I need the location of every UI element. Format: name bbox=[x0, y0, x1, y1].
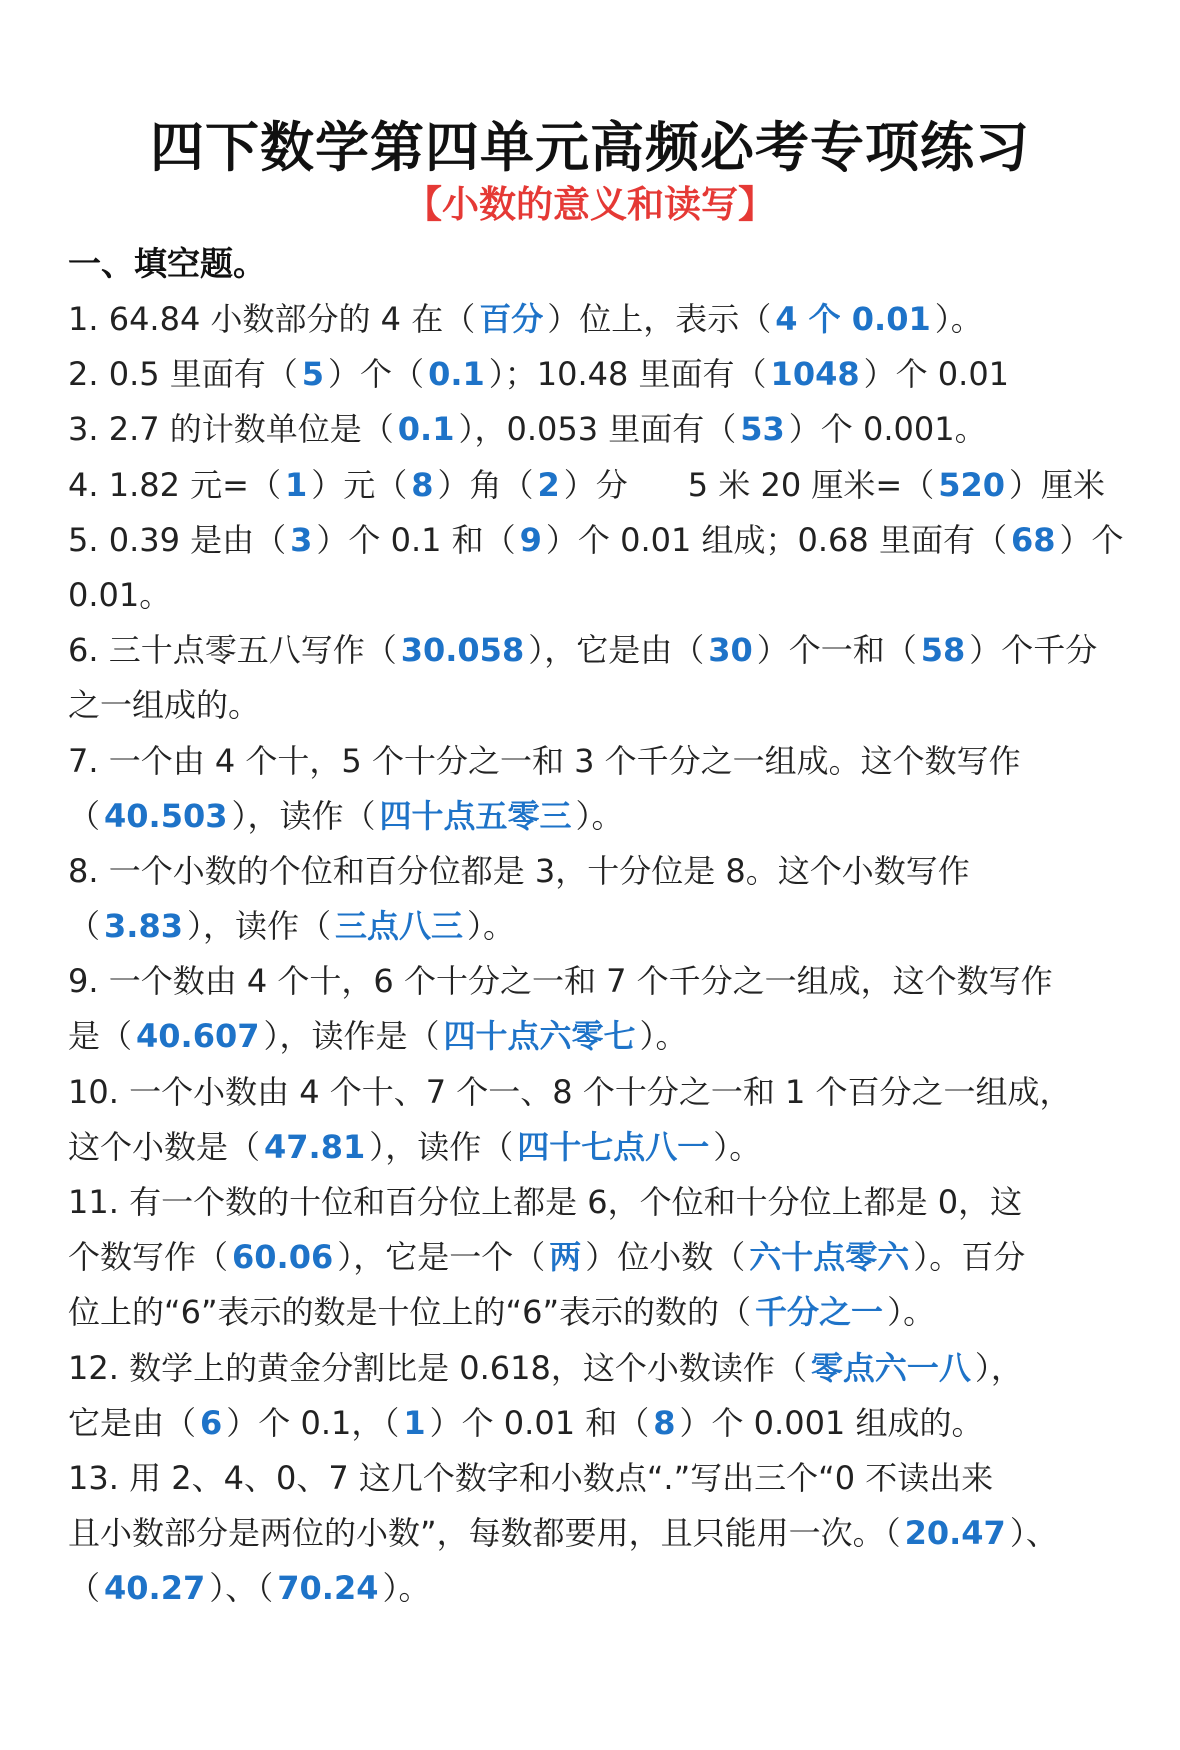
question-text: ）个 0.01 组成；0.68 里面有（ bbox=[545, 520, 1007, 559]
question-line bbox=[68, 1341, 1118, 1396]
question-text: ）分 bbox=[563, 465, 628, 504]
question-line bbox=[68, 292, 1118, 347]
question-text: 1. 64.84 小数部分的 4 在（ bbox=[68, 300, 476, 338]
question-line bbox=[68, 458, 1118, 513]
answer-text: 60.06 bbox=[232, 1238, 334, 1277]
answer-text: 53 bbox=[740, 410, 785, 449]
question-line bbox=[68, 1120, 1118, 1175]
question-text: ）。 bbox=[887, 1293, 936, 1332]
question-text: 5 米 20 厘米=（ bbox=[687, 465, 935, 504]
answer-text: 40.607 bbox=[136, 1017, 260, 1056]
question-line bbox=[68, 1451, 1118, 1506]
answer-text: 40.503 bbox=[104, 796, 228, 835]
question-line bbox=[68, 954, 1118, 1009]
answer-text: 40.27 bbox=[104, 1569, 206, 1608]
question-text: 9. 一个数由 4 个十，6 个十分之一和 7 个千分之一组成，这个数写作 bbox=[68, 962, 1053, 1001]
answer-text: 9 bbox=[519, 520, 542, 559]
question-line bbox=[68, 568, 1118, 623]
question-text: 11. 有一个数的十位和百分位上都是 6，个位和十分位上都是 0，这 bbox=[68, 1183, 1023, 1221]
question-line bbox=[68, 1175, 1118, 1230]
answer-text: 1 bbox=[403, 1403, 426, 1442]
question-line bbox=[68, 1009, 1118, 1064]
page-subtitle: 【小数的意义和读写】 bbox=[405, 183, 775, 226]
question-text: （ bbox=[68, 907, 101, 946]
question-text: ）元（ bbox=[311, 465, 408, 504]
question-text: ）位小数（ bbox=[585, 1238, 746, 1277]
question-text: ），0.053 里面有（ bbox=[458, 410, 737, 449]
answer-text: 8 bbox=[411, 465, 434, 504]
question-text: 之一组成的。 bbox=[68, 686, 261, 725]
question-text: 4. 1.82 元=（ bbox=[68, 465, 281, 504]
question-text: ）角（ bbox=[437, 465, 534, 504]
question-text: 个数写作（ bbox=[68, 1238, 229, 1277]
question-text: ），读作（ bbox=[186, 907, 331, 946]
question-line bbox=[68, 1230, 1118, 1285]
question-line bbox=[68, 1065, 1118, 1120]
question-list bbox=[68, 292, 1124, 1617]
answer-text: 六十点零六 bbox=[749, 1238, 910, 1277]
question-text: 且小数部分是两位的小数”，每数都要用，且只能用一次。（ bbox=[68, 1514, 901, 1553]
answer-text: 68 bbox=[1010, 520, 1056, 559]
answer-text: 0.1 bbox=[428, 355, 485, 394]
answer-text: 两 bbox=[549, 1238, 582, 1277]
question-line bbox=[68, 347, 1118, 402]
question-text: ）。 bbox=[934, 300, 983, 338]
answer-text: 1 bbox=[284, 465, 308, 504]
question-text: 13. 用 2、4、0、7 这几个数字和小数点“.”写出三个“0 不读出来 bbox=[68, 1458, 994, 1497]
question-text: ）个 0.01 和（ bbox=[429, 1403, 650, 1442]
question-line bbox=[68, 678, 1118, 733]
answer-text: 3.83 bbox=[104, 907, 183, 946]
answer-text: 5 bbox=[301, 355, 325, 394]
question-line bbox=[68, 1396, 1118, 1451]
question-text: ）， bbox=[974, 1348, 1023, 1387]
answer-text: 30 bbox=[708, 631, 753, 670]
answer-text: 4 个 0.01 bbox=[775, 300, 931, 338]
question-text: ）。 bbox=[382, 1569, 431, 1608]
answer-text: 四十七点八一 bbox=[517, 1127, 710, 1166]
question-text: （ bbox=[68, 796, 101, 835]
question-text: ）。 bbox=[575, 796, 624, 835]
question-text: ）个 0.001 组成的。 bbox=[679, 1403, 984, 1442]
answer-text: 520 bbox=[938, 465, 1006, 504]
answer-text: 零点六一八 bbox=[810, 1348, 971, 1387]
question-text: ）个 bbox=[1059, 520, 1124, 559]
question-text: 这个小数是（ bbox=[68, 1127, 261, 1166]
question-line bbox=[68, 844, 1118, 899]
question-text: 5. 0.39 是由（ bbox=[68, 520, 287, 559]
answer-text: 70.24 bbox=[277, 1569, 379, 1608]
question-text: ）个 0.1 和（ bbox=[316, 520, 516, 559]
question-text: 是（ bbox=[68, 1017, 133, 1056]
question-text: ）。百分 bbox=[913, 1238, 1026, 1277]
question-text: ）个千分 bbox=[969, 631, 1098, 670]
question-text: 10. 一个小数由 4 个十、7 个一、8 个十分之一和 1 个百分之一组成， bbox=[68, 1072, 1072, 1111]
question-text: 位上的“6”表示的数是十位上的“6”表示的数的（ bbox=[68, 1293, 752, 1332]
answer-text: 1048 bbox=[770, 355, 860, 394]
question-text: ），它是一个（ bbox=[337, 1238, 546, 1277]
question-line bbox=[68, 789, 1118, 844]
question-text: ）。 bbox=[713, 1127, 762, 1166]
answer-text: 6 bbox=[200, 1403, 223, 1442]
question-text: 7. 一个由 4 个十，5 个十分之一和 3 个千分之一组成。这个数写作 bbox=[68, 741, 1021, 780]
answer-text: 47.81 bbox=[264, 1127, 366, 1166]
question-text: ），读作是（ bbox=[263, 1017, 440, 1056]
question-text: 它是由（ bbox=[68, 1403, 197, 1442]
question-text: ）、（ bbox=[209, 1569, 274, 1608]
question-text: ），读作（ bbox=[369, 1127, 514, 1166]
question-text: ），读作（ bbox=[231, 796, 376, 835]
question-text: ）；10.48 里面有（ bbox=[488, 355, 767, 394]
answer-text: 0.1 bbox=[397, 410, 455, 449]
question-line bbox=[68, 1506, 1118, 1561]
question-text: ）厘米 bbox=[1009, 465, 1106, 504]
question-text: 2. 0.5 里面有（ bbox=[68, 355, 298, 394]
question-text: ）个一和（ bbox=[756, 631, 917, 670]
question-text: ），它是由（ bbox=[528, 631, 705, 670]
question-line bbox=[68, 734, 1118, 789]
question-text: ）个 0.001。 bbox=[788, 410, 987, 449]
question-text: 3. 2.7 的计数单位是（ bbox=[68, 410, 394, 449]
answer-text: 58 bbox=[920, 631, 966, 670]
question-text: ）个（ bbox=[328, 355, 425, 394]
question-line bbox=[68, 899, 1118, 954]
section-heading: 一、填空题。 bbox=[68, 244, 266, 283]
answer-text: 千分之一 bbox=[755, 1293, 884, 1332]
answer-text: 2 bbox=[537, 465, 560, 504]
answer-text: 20.47 bbox=[904, 1514, 1006, 1553]
question-line bbox=[68, 402, 1118, 457]
answer-text: 四十点五零三 bbox=[379, 796, 572, 835]
question-text: 0.01。 bbox=[68, 575, 172, 614]
question-text: 8. 一个小数的个位和百分位都是 3，十分位是 8。这个小数写作 bbox=[68, 851, 970, 890]
answer-text: 3 bbox=[290, 520, 313, 559]
question-text: ）位上，表示（ bbox=[547, 300, 772, 338]
page-title: 四下数学第四单元高频必考专项练习 bbox=[150, 116, 1030, 179]
question-text: ）、 bbox=[1009, 1514, 1058, 1553]
question-text: 6. 三十点零五八写作（ bbox=[68, 631, 397, 670]
answer-text: 三点八三 bbox=[334, 907, 463, 946]
question-text: ）个 0.1，（ bbox=[226, 1403, 400, 1442]
question-line bbox=[68, 623, 1118, 678]
question-text: ）。 bbox=[639, 1017, 688, 1056]
answer-text: 四十点六零七 bbox=[443, 1017, 636, 1056]
question-line bbox=[68, 1285, 1118, 1340]
question-line bbox=[68, 513, 1124, 568]
answer-text: 30.058 bbox=[400, 631, 525, 670]
answer-text: 8 bbox=[653, 1403, 676, 1442]
question-text: ）。 bbox=[467, 907, 516, 946]
answer-text: 百分 bbox=[479, 300, 544, 338]
question-text: ）个 0.01 bbox=[863, 355, 1010, 394]
question-text: （ bbox=[68, 1569, 101, 1608]
question-text: 12. 数学上的黄金分割比是 0.618，这个小数读作（ bbox=[68, 1348, 807, 1387]
question-line bbox=[68, 1561, 1118, 1616]
